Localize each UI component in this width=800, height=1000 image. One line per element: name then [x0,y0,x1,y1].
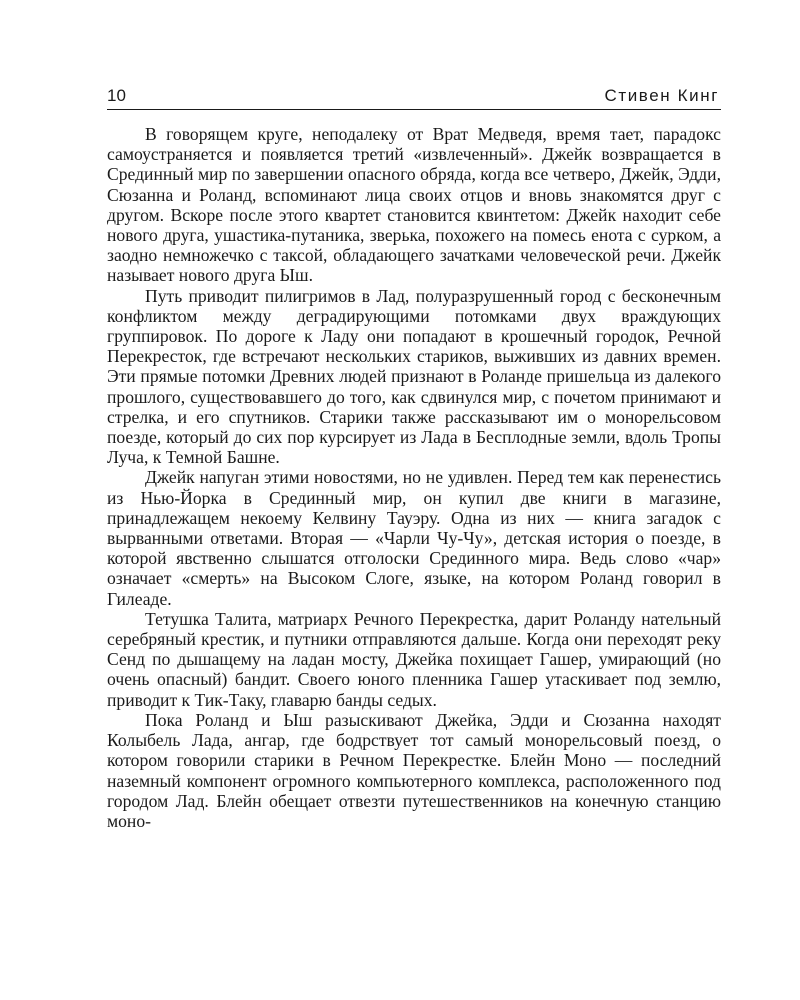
paragraph-3: Джейк напуган этими новостями, но не удивлен. Перед тем как перенестись из Нью-Йорка в Срединный мир, он купил две книги в магазине, принадлежащем некоему Келвину Тауэру. Одна из них — книга загадок с вырванными ответами. Вторая — «Чарли Чу-Чу», детская история о поезде, в которой явственно слышатся отголоски Срединного мира. Ведь слово «чар» означает «смерть» на Высоком Слоге, языке, на котором Роланд говорил в Гилеаде. [107,467,721,609]
body-text [107,124,721,831]
book-page [107,84,721,831]
running-head-author: Стивен Кинг [604,86,719,105]
paragraph-2: Путь приводит пилигримов в Лад, полуразрушенный город с бесконечным конфликтом между деградирующими потомками двух враждующих группировок. По дороге к Ладу они попадают в крошечный городок, Речной Перекресток, где встречают нескольких стариков, выживших из давних времен. Эти прямые потомки Древних людей признают в Роланде пришельца из далекого прошлого, существовавшего до того, как сдвинулся мир, с почетом принимают и стрелка, и его спутников. Старики также рассказывают им о монорельсовом поезде, который до сих пор курсирует из Лада в Бесплодные земли, вдоль Тропы Луча, к Темной Башне. [107,285,721,468]
page-number: 10 [107,86,126,105]
header-rule [107,109,721,110]
paragraph-5: Пока Роланд и Ыш разыскивают Джейка, Эдди и Сюзанна находят Колыбель Лада, ангар, где бодрствует тот самый монорельсовый поезд, о котором говорили старики в Речном Перекрестке. Блейн Моно — последний наземный компонент огромного компьютерного комплекса, расположенного под городом Лад. Блейн обещает отвезти путешественников на конечную станцию моно- [107,709,721,831]
running-head [107,84,721,109]
paragraph-1: В говорящем круге, неподалеку от Врат Медведя, время тает, парадокс самоустраняется и появляется третий «извлеченный». Джейк возвращается в Срединный мир по завершении опасного обряда, когда все четверо, Джейк, Эдди, Сюзанна и Роланд, вспоминают лица своих отцов и вновь знакомятся друг с другом. Вскоре после этого квартет становится квинтетом: Джейк находит себе нового друга, ушастика-путаника, зверька, похожего на помесь енота с сурком, а заодно немножечко с таксой, обладающего зачатками человеческой речи. Джейк называет нового друга Ыш. [107,124,721,286]
paragraph-4: Тетушка Талита, матриарх Речного Перекрестка, дарит Роланду нательный серебряный крестик, и путники отправляются дальше. Когда они переходят реку Сенд по дышащему на ладан мосту, Джейка похищает Гашер, умирающий (но очень опасный) бандит. Своего юного пленника Гашер утаскивает под землю, приводит к Тик-Таку, главарю банды седых. [107,608,721,710]
